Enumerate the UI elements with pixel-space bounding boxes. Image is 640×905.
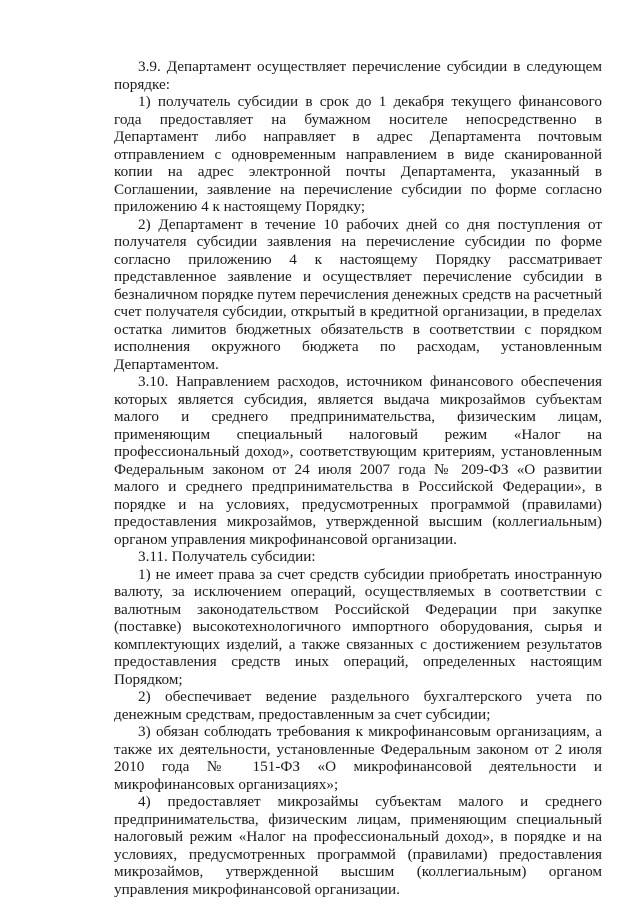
paragraph-3-9-item-1: 1) получатель субсидии в срок до 1 декабря текущего финансового года предоставляет на бумажном носителе непосредственно в Департамент либо направляет в адрес Департамента почтовым отправлением с одновременным направлением в виде сканированной копии на адрес электронной почты Департамента, указанный в Соглашении, заявление на перечисление субсидии по форме согласно приложению 4 к настоящему Порядку; — [114, 93, 602, 215]
paragraph-3-10: 3.10. Направлением расходов, источником финансового обеспечения которых является субсидия, является выдача микрозаймов субъектам малого и среднего предпринимательства, физическим лицам, применяющим специальный налоговый режим «Налог на профессиональный доход», соответствующим критериям, установленным Федеральным законом от 24 июля 2007 года № 209-ФЗ «О развитии малого и среднего предпринимательства в Российской Федерации», в порядке и на условиях, предусмотренных программой (правилами) предоставления микрозаймов, утвержденной высшим (коллегиальным) органом управления микрофинансовой организации. — [114, 373, 602, 548]
paragraph-3-11: 3.11. Получатель субсидии: — [138, 548, 316, 565]
paragraph-3-11-item-1: 1) не имеет права за счет средств субсидии приобретать иностранную валюту, за исключением операций, осуществляемых в соответствии с валютным законодательством Российской Федерации при закупке (поставке) высокотехнологичного импортного оборудования, сырья и комплектующих изделий, а также связанных с достижением результатов предоставления средств иных операций, определенных настоящим Порядком; — [114, 565, 602, 688]
paragraph-3-9-item-2: 2) Департамент в течение 10 рабочих дней со дня поступления от получателя субсидии заявления на перечисление субсидии по форме согласно приложению 4 к настоящему Порядку рассматривает представленное заявление и осуществляет перечисление субсидии в безналичном порядке путем перечисления денежных средств на расчетный счет получателя субсидии, открытый в кредитной организации, в пределах остатка лимитов бюджетных обязательств в соответствии с порядком исполнения окружного бюджета по расходам, установленным Департаментом. — [114, 215, 602, 373]
document-body — [114, 58, 602, 898]
paragraph-3-11-item-4: 4) предоставляет микрозаймы субъектам малого и среднего предпринимательства, физическим лицам, применяющим специальный налоговый режим «Налог на профессиональный доход», в порядке и на условиях, предусмотренных программой (правилами) предоставления микрозаймов, утвержденной высшим (коллегиальным) органом управления микрофинансовой организации. — [114, 793, 602, 898]
paragraph-3-11-item-2: 2) обеспечивает ведение раздельного бухгалтерского учета по денежным средствам, предоставленным за счет субсидии; — [114, 688, 602, 723]
paragraph-3-9: 3.9. Департамент осуществляет перечисление субсидии в следующем порядке: — [114, 58, 602, 93]
paragraph-3-11-item-3: 3) обязан соблюдать требования к микрофинансовым организациям, а также их деятельности, установленные Федеральным законом от 2 июля 2010 года № 151-ФЗ «О микрофинансовой деятельности и микрофинансовых организациях»; — [114, 723, 602, 793]
